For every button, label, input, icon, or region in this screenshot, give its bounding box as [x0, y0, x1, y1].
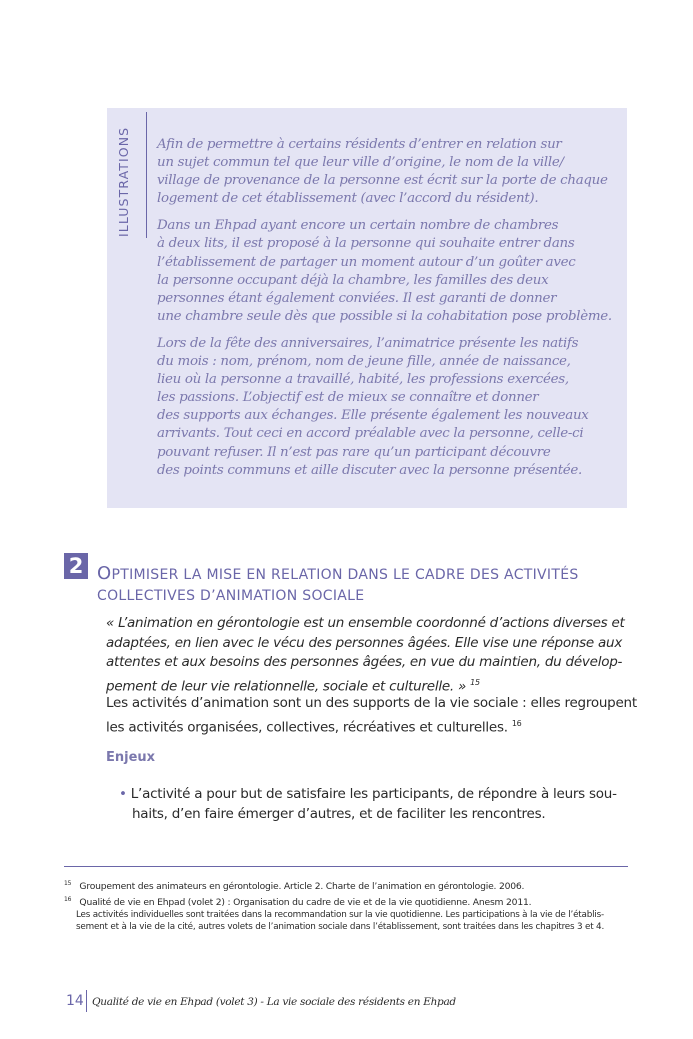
footnote-line: [64, 878, 634, 893]
footer-divider: [86, 990, 87, 1012]
text-line: des supports aux échanges. Elle présente également les nouveaux: [157, 408, 589, 424]
illustration-paragraph-2: [157, 217, 617, 326]
footnote-line: [64, 894, 634, 909]
page-number: 14: [66, 993, 84, 1009]
text-line: Dans un Ehpad ayant encore un certain nombre de chambres: [157, 218, 559, 234]
text-line: la personne occupant déjà la chambre, les familles des deux: [157, 272, 549, 288]
enjeux-heading: Enjeux: [106, 750, 156, 765]
section-title-initial: O: [97, 563, 112, 584]
footnote-15: [64, 878, 634, 893]
bullet-text-1: L’activité a pour but de satisfaire les participants, de répondre à leurs sou-: [130, 786, 617, 802]
footnote-ref[interactable]: 15: [470, 677, 480, 687]
illustration-paragraph-1: [157, 136, 617, 208]
definition-quote: [106, 614, 630, 697]
section-title-line-1: [97, 563, 579, 586]
text-line: [106, 714, 630, 738]
text-line: une chambre seule dès que possible si la cohabitation pose problème.: [157, 308, 612, 324]
text-line: des points communs et aille discuter avec la personne présentée.: [157, 462, 583, 478]
footnote-ref[interactable]: 16: [511, 718, 522, 728]
text-line: arrivants. Tout ceci en accord préalable avec la personne, celle-ci: [157, 426, 584, 442]
text-line: [106, 673, 630, 697]
text-line: adaptées, en lien avec le vécu des personnes âgées. Elle vise une réponse aux: [106, 634, 623, 651]
text-line: l’établissement de partager un moment autour d’un goûter avec: [157, 254, 576, 270]
text-line: haits, d’en faire émerger d’autres, et de faciliter les rencontres.: [132, 805, 546, 822]
footnote-text: Qualité de vie en Ehpad (volet 2) : Organisation du cadre de vie et de la vie quotidienne. Anesm 2011.: [79, 897, 532, 909]
text-line: attentes et aux besoins des personnes âgées, en vue du maintien, du dévelop-: [106, 654, 623, 670]
text-line: à deux lits, il est proposé à la personne qui souhaite entrer dans: [157, 236, 575, 252]
text-line: lieu où la personne a travaillé, habité, les professions exercées,: [157, 372, 569, 388]
section-title: [97, 563, 579, 607]
text-line: Afin de permettre à certains résidents d’entrer en relation sur: [157, 137, 562, 152]
illustrations-text: [157, 136, 617, 489]
illustration-paragraph-3: [157, 335, 617, 480]
footnote-line: Les activités individuelles sont traitées dans la recommandation sur la vie quotidienne. Les participations à la vie de l’établis-: [76, 910, 604, 921]
footnote-number: 16: [64, 896, 72, 903]
paragraph-last-line: les activités organisées, collectives, récréatives et culturelles.: [106, 719, 508, 735]
text-line: Lors de la fête des anniversaires, l’animatrice présente les natifs: [157, 335, 579, 351]
text-line: « L’animation en gérontologie est un ensemble coordonné d’actions diverses et: [106, 615, 625, 631]
text-line: personnes étant également conviées. Il est garanti de donner: [157, 290, 557, 306]
bullet-marker: •: [119, 786, 127, 802]
text-line: [119, 785, 629, 805]
footnote-16: [64, 894, 634, 933]
section-number-badge: 2: [64, 553, 88, 579]
bullet-item: [119, 785, 629, 824]
section-title-rest: PTIMISER LA MISE EN RELATION DANS LE CADRE DES ACTIVITÉS: [111, 567, 579, 583]
running-footer-title: Qualité de vie en Ehpad (volet 3) - La vie sociale des résidents en Ehpad: [92, 996, 456, 1008]
text-line: du mois : nom, prénom, nom de jeune fille, année de naissance,: [157, 354, 571, 370]
illustrations-divider: [146, 112, 147, 238]
footnote-divider: [64, 866, 628, 867]
footnote-line: sement et à la vie de la cité, autres volets de l’animation sociale dans l’établissement, sont traitées dans les chapitres 3 et 4.: [76, 922, 605, 933]
quote-last-line: pement de leur vie relationnelle, sociale et culturelle. »: [106, 678, 467, 694]
illustrations-label: ILLUSTRATIONS: [116, 126, 131, 237]
footnote-text: Groupement des animateurs en gérontologie. Article 2. Charte de l’animation en gérontologie. 2006.: [79, 881, 525, 893]
text-line: pouvant refuser. Il n’est pas rare qu’un participant découvre: [157, 444, 551, 460]
text-line: village de provenance de la personne est écrit sur la porte de chaque: [157, 173, 608, 189]
section-title-line-2: COLLECTIVES D’ANIMATION SOCIALE: [97, 588, 365, 604]
footnote-number: 15: [64, 880, 72, 887]
text-line: un sujet commun tel que leur ville d’origine, le nom de la ville/: [157, 155, 564, 171]
text-line: les passions. L’objectif est de mieux se connaître et donner: [157, 390, 539, 406]
text-line: logement de cet établissement (avec l’accord du résident).: [157, 191, 539, 207]
text-line: Les activités d’animation sont un des supports de la vie sociale : elles regroupent: [106, 695, 637, 711]
body-paragraph: [106, 694, 637, 738]
